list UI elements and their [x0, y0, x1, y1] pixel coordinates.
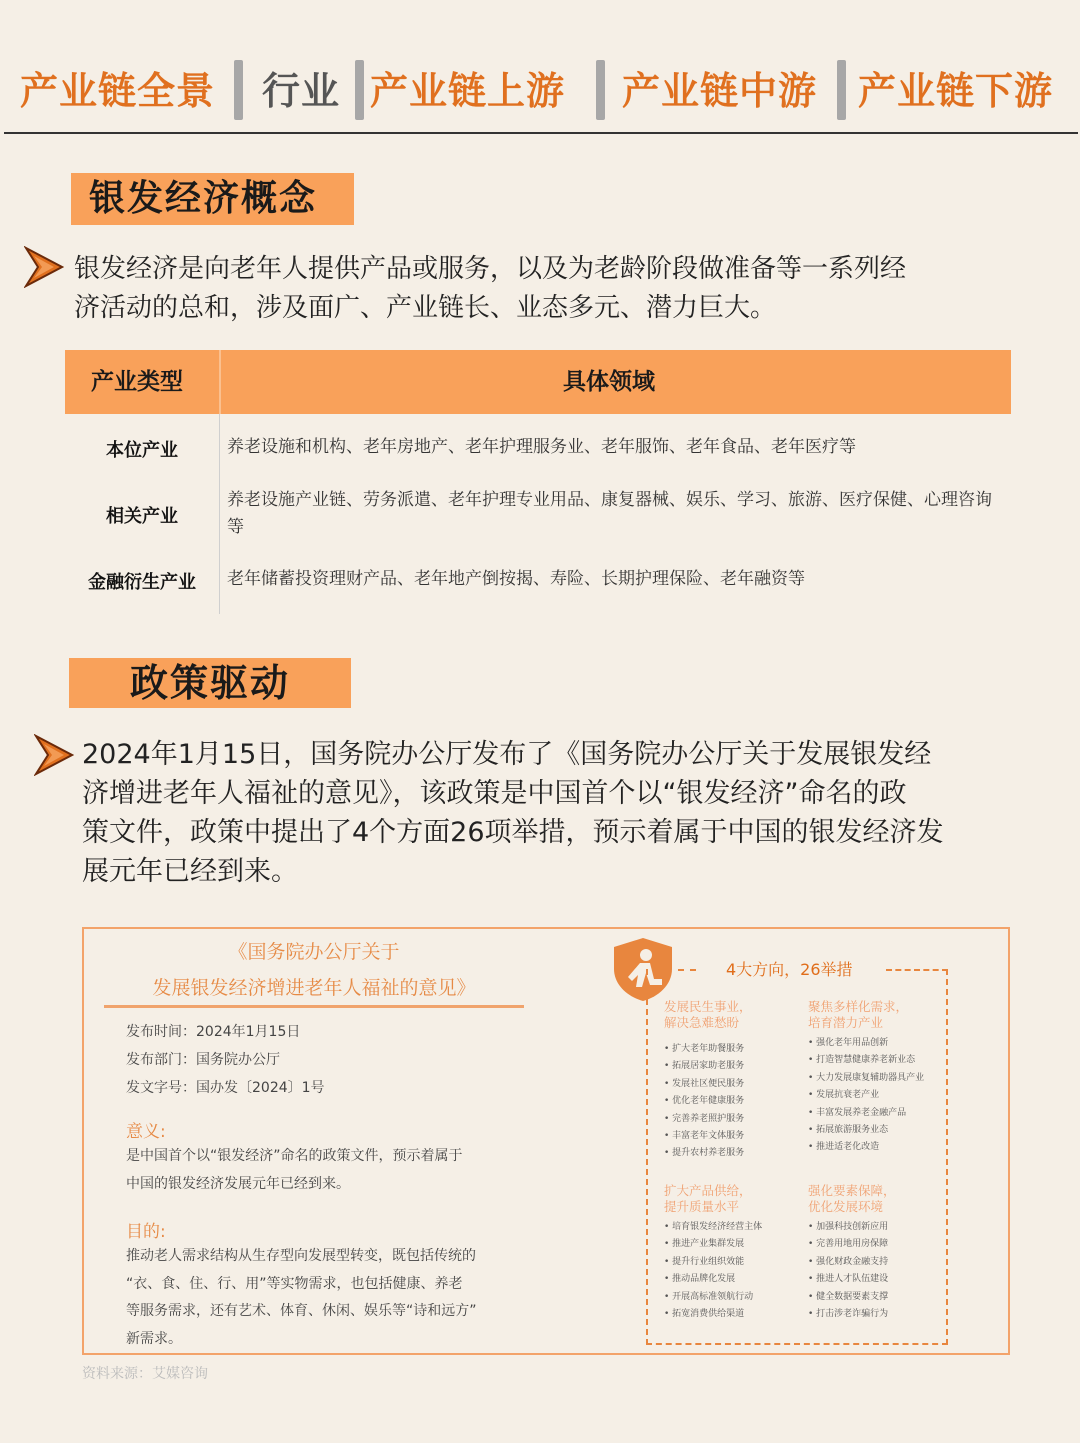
meaning-line: 中国的银发经济发展元年已经到来。: [126, 1175, 350, 1192]
doc-date: 发布时间：2024年1月15日: [126, 1024, 301, 1040]
list-item: • 强化老年用品创新: [808, 1035, 924, 1052]
list-item: • 优化老年健康服务: [664, 1093, 744, 1110]
arrow-bullet-icon: [34, 734, 74, 776]
list-item: • 提升农村养老服务: [664, 1145, 744, 1162]
purpose-label: 目的:: [126, 1222, 166, 1242]
list-item: • 提升行业组织效能: [664, 1254, 762, 1271]
concept-section-title: 银发经济概念: [71, 173, 354, 225]
meaning-text: [126, 1143, 526, 1198]
top-nav: [0, 50, 1080, 135]
nav-separator: [837, 60, 846, 120]
list-item: • 打造智慧健康养老新业态: [808, 1052, 924, 1069]
direction-head-line: 优化发展环境: [808, 1199, 884, 1214]
nav-divider-line: [4, 132, 1078, 134]
direction-head-line: 聚焦多样化需求，: [808, 999, 909, 1014]
nav-separator: [355, 60, 364, 120]
table-row-type: 相关产业: [106, 506, 178, 527]
industry-table: [65, 350, 1011, 614]
table-row-desc: 养老设施产业链、劳务派遣、老年护理专业用品、康复器械、娱乐、学习、旅游、医疗保健、心理咨询等: [227, 490, 992, 537]
policy-section-title: 政策驱动: [69, 658, 351, 708]
doc-title-line1: 《国务院办公厅关于: [228, 941, 400, 963]
list-item: • 完善用地用房保障: [808, 1236, 888, 1253]
doc-dept: 发布部门：国务院办公厅: [126, 1052, 280, 1068]
list-item: • 强化财政金融支持: [808, 1254, 888, 1271]
table-header: [65, 350, 1011, 414]
list-item: • 大力发展康复辅助器具产业: [808, 1070, 924, 1087]
arrow-bullet-icon: [24, 246, 64, 288]
direction-1-list: [664, 1041, 744, 1163]
list-item: • 打击涉老诈骗行为: [808, 1306, 888, 1323]
direction-head-line: 强化要素保障，: [808, 1183, 896, 1198]
list-item: • 加强科技创新应用: [808, 1219, 888, 1236]
concept-line: 银发经济是向老年人提供产品或服务，以及为老龄阶段做准备等一系列经: [74, 254, 907, 284]
doc-title-rule: [104, 1005, 524, 1008]
header-divider: [219, 350, 221, 414]
list-item: • 发展抗衰老产业: [808, 1087, 924, 1104]
direction-2-list: [808, 1035, 924, 1157]
nav-separator: [596, 60, 605, 120]
list-item: • 丰富发展养老金融产品: [808, 1105, 924, 1122]
nav-item-industry[interactable]: 行业: [262, 69, 341, 113]
direction-head-line: 解决急难愁盼: [664, 1015, 740, 1030]
purpose-line: 推动老人需求结构从生存型向发展型转变，既包括传统的: [126, 1248, 476, 1264]
meaning-line: 是中国首个以“银发经济”命名的政策文件，预示着属于: [126, 1148, 463, 1164]
policy-line: 2024年1月15日，国务院办公厅发布了《国务院办公厅关于发展银发经: [82, 739, 932, 770]
list-item: • 完善养老照护服务: [664, 1111, 744, 1128]
list-item: • 拓展居家助老服务: [664, 1058, 744, 1075]
policy-document-box: [82, 927, 1010, 1355]
column-divider: [219, 414, 220, 614]
nav-separator: [234, 60, 243, 120]
nav-item-upstream[interactable]: 产业链上游: [370, 69, 566, 113]
purpose-line: “衣、食、住、行、用”等实物需求，也包括健康、养老: [126, 1275, 463, 1292]
concept-line: 济活动的总和，涉及面广、产业链长、业态多元、潜力巨大。: [74, 293, 777, 323]
nav-item-downstream[interactable]: 产业链下游: [858, 69, 1054, 113]
doc-number: 发文字号：国办发〔2024〕1号: [126, 1080, 325, 1096]
directions-title: 4大方向，26举措: [726, 960, 853, 979]
direction-4-head: [808, 1183, 896, 1215]
direction-head-line: 扩大产品供给，: [664, 1183, 752, 1198]
table-row-desc: 老年储蓄投资理财产品、老年地产倒按揭、寿险、长期护理保险、老年融资等: [227, 569, 805, 589]
direction-head-line: 培育潜力产业: [808, 1015, 884, 1030]
list-item: • 健全数据要素支撑: [808, 1289, 888, 1306]
nav-item-midstream[interactable]: 产业链中游: [622, 69, 818, 113]
purpose-text: [126, 1243, 526, 1353]
table-row-type: 本位产业: [106, 440, 178, 461]
concept-paragraph: [74, 250, 906, 328]
purpose-line: 等服务需求，还有艺术、体育、休闲、娱乐等“诗和远方”: [126, 1303, 477, 1319]
doc-title-line2: 发展银发经济增进老年人福祉的意见》: [152, 977, 476, 999]
nav-item-panorama[interactable]: 产业链全景: [20, 69, 216, 113]
direction-3-list: [664, 1219, 762, 1323]
list-item: • 推进适老化改造: [808, 1139, 924, 1156]
list-item: • 丰富老年文体服务: [664, 1128, 744, 1145]
policy-paragraph: [82, 735, 944, 891]
table-header-field: 具体领域: [563, 369, 655, 395]
list-item: • 推进产业集群发展: [664, 1236, 762, 1253]
policy-line: 策文件，政策中提出了4个方面26项举措，预示着属于中国的银发经济发: [82, 817, 944, 848]
table-body: [65, 414, 1011, 614]
list-item: • 扩大老年助餐服务: [664, 1041, 744, 1058]
policy-line: 展元年已经到来。: [82, 856, 298, 887]
table-row-desc: 养老设施和机构、老年房地产、老年护理服务业、老年服饰、老年食品、老年医疗等: [227, 437, 856, 457]
direction-4-list: [808, 1219, 888, 1323]
list-item: • 发展社区便民服务: [664, 1076, 744, 1093]
direction-head-line: 发展民生事业，: [664, 999, 752, 1014]
direction-head-line: 提升质量水平: [664, 1199, 740, 1214]
direction-2-head: [808, 999, 908, 1031]
list-item: • 推动品牌化发展: [664, 1271, 762, 1288]
policy-line: 济增进老年人福祉的意见》，该政策是中国首个以“银发经济”命名的政: [82, 778, 907, 809]
table-header-type: 产业类型: [91, 369, 183, 395]
list-item: • 拓宽消费供给渠道: [664, 1306, 762, 1323]
direction-3-head: [664, 1183, 752, 1215]
list-item: • 开展高标准领航行动: [664, 1289, 762, 1306]
list-item: • 推进人才队伍建设: [808, 1271, 888, 1288]
direction-1-head: [664, 999, 752, 1031]
list-item: • 拓展旅游服务业态: [808, 1122, 924, 1139]
table-row-type: 金融衍生产业: [88, 572, 196, 593]
meaning-label: 意义:: [126, 1122, 166, 1142]
source-note: 资料来源：艾媒咨询: [82, 1366, 208, 1382]
list-item: • 培育银发经济经营主体: [664, 1219, 762, 1236]
purpose-line: 新需求。: [126, 1330, 182, 1347]
